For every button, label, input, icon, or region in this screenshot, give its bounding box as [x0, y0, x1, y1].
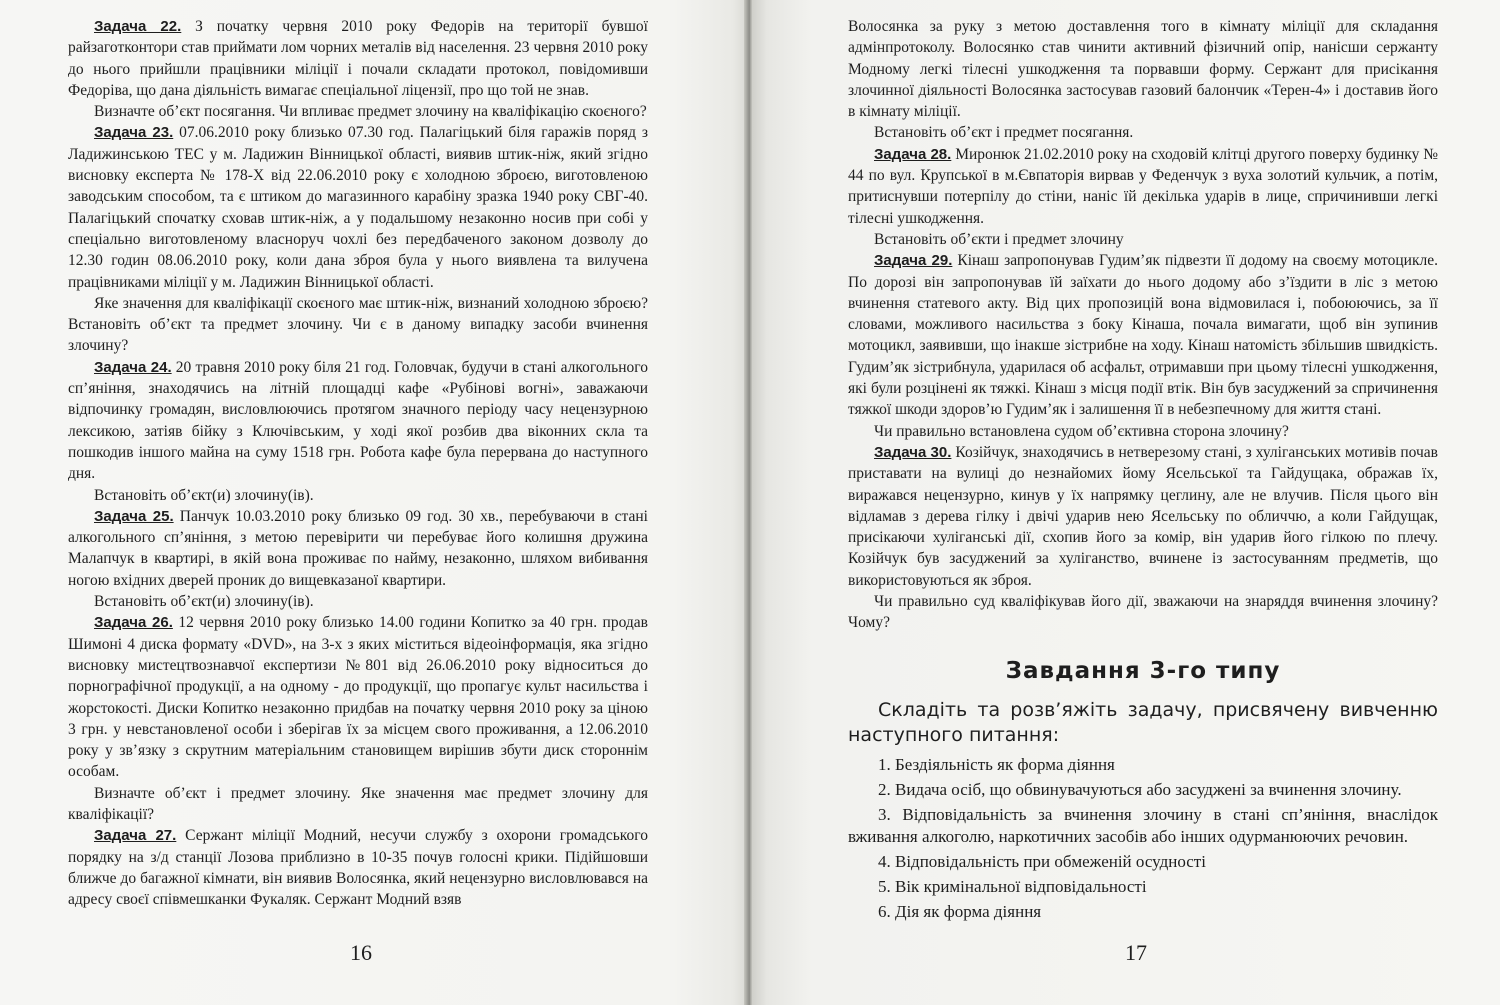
- paragraph: [848, 144, 1438, 229]
- right-page-text: [848, 16, 1438, 926]
- page-number-left: 16: [350, 940, 372, 965]
- page-number-right: 17: [1125, 940, 1147, 965]
- paragraph: [848, 16, 1438, 122]
- task-label: Задача 27.: [94, 827, 177, 845]
- paragraph: [848, 442, 1438, 591]
- paragraph: [848, 250, 1438, 420]
- paragraph-text: 20 травня 2010 року біля 21 год. Головчак, будучи в стані алкогольного сп’яніння, знаходячись на літній площадці кафе «Рубінові вогні», заважаючи відпочинку громадян, висловлюючись протягом значного періоду часу нецензурною лексикою, затіяв бійку з Ключівським, у ході якої розбив два віконних скла та пошкодив іншого майна на суму 1518 грн. Робота кафе була перервана до наступного дня.: [68, 358, 648, 483]
- paragraph-text: Козійчук, знаходячись в нетверезому стані, з хуліганських мотивів почав приставати на вулиці до незнайомих йому Ясельської та Гайдущака, ображав їх, виражався нецензурно, кинув у їх напрямку цеглину, але не влучив. Після цього він відламав з дерева гілку і двічі ударив нею Ясельську по обличчю, а коли Гайдущак, присікаючи хуліганські дії, схопив його за комір, він ударив його гілкою по плечу. Козійчук був засуджений за хуліганство, вчинене із застосуванням предметів, що використовуються як зброя.: [848, 443, 1438, 589]
- paragraph: [68, 485, 648, 506]
- paragraph: [68, 783, 648, 826]
- paragraph-text: Чи правильно суд кваліфікував його дії, зважаючи на знаряддя вчинення злочину? Чому?: [848, 593, 1438, 632]
- list-item: 4. Відповідальність при обмеженій осудності: [878, 851, 1206, 871]
- paragraph-text: Сержант міліції Модний, несучи службу з охорони громадського порядку на з/д станції Лозова приблизно в 10-35 почув голосні крики. Підійшовши ближче до багажної кімнати, він виявив Волосянка, який нецензурно висловлювався на адресу своєї співмешканки Фукаляк. Сержант Модний взяв: [68, 827, 648, 909]
- paragraph-text: Волосянка за руку з метою доставлення того в кімнату міліції для складання адмінпротоколу. Волосянко став чинити активний фізичний опір, нанісши сержанту Модному легкі тілесні ушкодження та порвавши форму. Сержант для присікання злочинної діяльності Волосянка застосував газовий балончик «Терен-4» і доставив його в кімнату міліції.: [848, 18, 1438, 121]
- task-label: Задача 25.: [94, 507, 174, 525]
- paragraph: [848, 122, 1438, 143]
- paragraph: [68, 591, 648, 612]
- task-label: Задача 30.: [874, 443, 952, 461]
- section-title: Завдання 3-го типу: [1005, 657, 1281, 684]
- paragraph: [848, 229, 1438, 250]
- paragraph: [848, 421, 1438, 442]
- task-label: Задача 28.: [874, 145, 952, 163]
- paragraph: [68, 16, 648, 101]
- left-page: [0, 0, 748, 1005]
- paragraph-text: Встановіть об’єкти і предмет злочину: [874, 230, 1124, 248]
- task-label: Задача 24.: [94, 358, 172, 376]
- paragraph-text: 12 червня 2010 року близько 14.00 години Копитко за 40 грн. продав Шимоні 4 диска формату «DVD», на 3-х з яких міститься відеоінформація, яка згідно висновку мистецтвознавчої експертизи №801 від 26.06.2010 року відноситься до порнографічної продукції, а на одному - до продукції, що пропагує культ насильства і жорстокості. Диски Копитко незаконно придбав на початку червня 2010 року за ціною 3 грн. у невстановленої особи і зберігав їх за місцем свого проживання, а 12.06.2010 року у зв’язку з скрутним матеріальним становищем вирішив збути диск стороннім особам.: [68, 614, 648, 781]
- paragraph-text: Встановіть об’єкт(и) злочину(ів).: [94, 486, 314, 504]
- list-item: 6. Дія як форма діяння: [878, 901, 1042, 921]
- paragraph: [68, 101, 648, 122]
- list-item: 5. Вік кримінальної відповідальності: [878, 876, 1147, 896]
- question-list: [848, 754, 1438, 923]
- task-label: Задача 23.: [94, 124, 174, 142]
- paragraph-text: Визначте об’єкт посягання. Чи впливає предмет злочину на кваліфікацію скоєного?: [94, 103, 647, 121]
- left-page-text: [68, 16, 648, 910]
- paragraph: [68, 825, 648, 910]
- paragraph-text: Встановіть об’єкт і предмет посягання.: [874, 124, 1134, 142]
- paragraph: [68, 506, 648, 591]
- section-intro: Складіть та розв’яжіть задачу, присвячену вивченню наступного питання:: [848, 698, 1438, 746]
- paragraph-text: Панчук 10.03.2010 року близько 09 год. 30 хв., перебуваючи в стані алкогольного сп’яніння, з метою перевірити чи перебуває його колишня дружина Малапчук в квартирі, в якій вона проживає по найму, незаконно, шляхом вибивання ногою вхідних дверей проник до вищевказаної квартири.: [68, 507, 648, 589]
- task-label: Задача 26.: [94, 614, 173, 632]
- list-item: 1. Бездіяльність як форма діяння: [878, 754, 1115, 774]
- paragraph: [68, 293, 648, 357]
- task-label: Задача 29.: [874, 252, 953, 270]
- paragraph-text: Встановіть об’єкт(и) злочину(ів).: [94, 593, 314, 611]
- paragraph-text: Визначте об’єкт і предмет злочину. Яке значення має предмет злочину для кваліфікації?: [68, 784, 648, 823]
- task-label: Задача 22.: [94, 18, 182, 35]
- paragraph-text: Чи правильно встановлена судом об’єктивна сторона злочину?: [874, 422, 1289, 440]
- paragraph-text: Миронюк 21.02.2010 року на сходовій клітці другого поверху будинку № 44 по вул. Крупської в м.Євпаторія вирвав у Феденчук з вуха золотий кульчик, а потім, притиснувши потерпілу до стіни, наніс їй декілька ударів в лице, спричинивши легкі тілесні ушкодження.: [848, 145, 1439, 227]
- paragraph: [68, 612, 648, 782]
- paragraph: [848, 591, 1438, 634]
- paragraph-text: Яке значення для кваліфікації скоєного має штик-ніж, визнаний холодною зброєю? Встановіть об’єкт та предмет злочину. Чи є в даному випадку засоби вчинення злочину?: [68, 294, 648, 355]
- list-item: 2. Видача осіб, що обвинувачуються або засуджені за вчинення злочину.: [878, 779, 1402, 799]
- paragraph-text: Кінаш запропонував Гудим’як підвезти її додому на своєму мотоцикле. По дорозі він запропонував їй заїхати до нього додому або з’їздити в ліс з метою вчинення статевого акту. Від цих пропозицій вона відмовилася і, побоюючись, за її словами, можливого насильства з боку Кінаша, почала вимагати, щоб він зупинив мотоцикл, заявивши, що інакше зістрибне на ходу. Кінаш натомість збільшив швидкість. Гудим’як зістрибнула, ударилася об асфальт, отримавши при цьому тілесні ушкодження, які були розцінені як тяжкі. Кінаш з місця події втік. Він був засуджений за спричинення тяжкої шкоди здоров’ю Гудим’як і залишення її в небезпечному для життя стані.: [848, 252, 1438, 419]
- paragraph-text: 07.06.2010 року близько 07.30 год. Палагіцький біля гаражів поряд з Ладижинською ТЕС у м. Ладижин Вінницької області, виявив штик-ніж, який згідно висновку експерта № 178-Х від 22.06.2010 року є холодною зброєю, виготовленою заводським способом, та є штиком до магазинного карабіну зразка 1940 року СВГ-40. Палагіцький спочатку сховав штик-ніж, а у подальшому незаконно носив при собі у спеціально виготовленому власноруч чохлі без передбаченого законом дозволу до 12.30 годин 08.06.2010 року, коли дана зброя була у нього виявлена та вилучена працівниками міліції у м. Ладижин Вінницької області.: [68, 124, 648, 291]
- paragraph: [68, 122, 648, 292]
- paragraph: [68, 357, 648, 485]
- paragraph-text: З початку червня 2010 року Федорів на території бувшої райзаготконтори став приймати лом чорних металів від населення. 23 червня 2010 року до нього прийшли працівники міліції і почали складати протокол, повідомивши Федоріва, що дана діяльність вимагає спеціальної ліцензії, про що той не знав.: [68, 18, 648, 99]
- list-item: 3. Відповідальність за вчинення злочину в стані сп’яніння, внаслідок вживання алкоголю, наркотичних засобів або інших одурманюючих речовин.: [848, 804, 1438, 846]
